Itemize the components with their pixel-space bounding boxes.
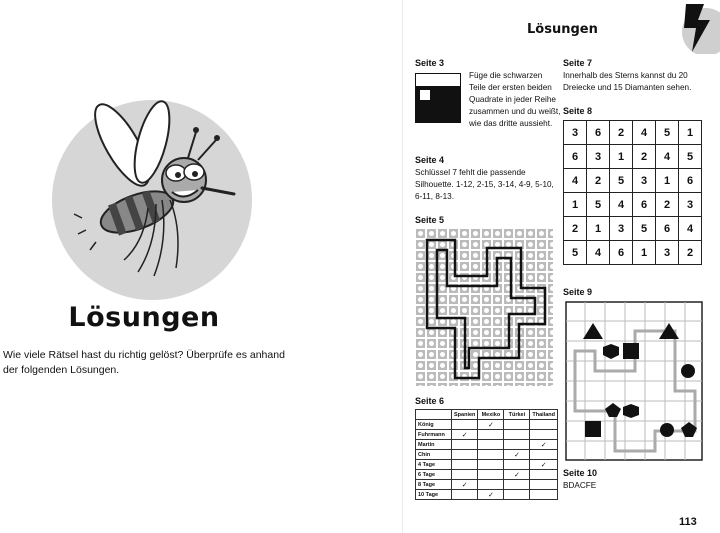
grid-cell: 1 [610,145,633,169]
row-label: König [416,420,452,430]
check-cell [504,440,530,450]
table-row [416,490,558,500]
check-cell [452,420,478,430]
table-row [416,460,558,470]
grid-cell: 5 [633,217,656,241]
grid-cell: 2 [679,241,702,265]
grid-cell: 1 [656,169,679,193]
check-cell [452,460,478,470]
seite10-title: Seite 10 [563,468,598,478]
table-row [416,430,558,440]
maze-grid-icon [415,228,555,388]
intro-text: Wie viele Rätsel hast du richtig gelöst? Überprüfe es anhand der folgenden Lösungen. [3,349,285,376]
grid-cell: 3 [564,121,587,145]
grid-cell: 5 [564,241,587,265]
grid-cell: 1 [679,121,702,145]
row-label: Chin [416,450,452,460]
check-cell [504,430,530,440]
check-cell [530,450,558,460]
section-heading: Lösungen [527,22,598,37]
check-cell [504,490,530,500]
seite7-text: Innerhalb des Sterns kannst du 20 Dreiecke und 15 Diamanten sehen. [563,71,692,92]
grid-cell: 3 [679,193,702,217]
grid-cell: 2 [587,169,610,193]
grid-cell: 2 [656,193,679,217]
row-label: 6 Tage [416,470,452,480]
check-cell [530,430,558,440]
seite4-title: Seite 4 [415,155,445,165]
grid-cell: 6 [610,241,633,265]
table-row [416,470,558,480]
grid-row [564,217,702,241]
grid-row [564,193,702,217]
check-cell [478,480,504,490]
grid-cell: 6 [564,145,587,169]
check-cell [452,490,478,500]
check-cell [530,490,558,500]
mosquito-icon [52,100,252,300]
column-header: Spanien [452,410,478,420]
seite6-logic-table [415,409,558,500]
check-cell [478,430,504,440]
check-cell [530,480,558,490]
table-row [416,450,558,460]
grid-cell: 4 [610,193,633,217]
grid-cell: 3 [587,145,610,169]
seite5-title: Seite 5 [415,215,445,225]
seite3-title: Seite 3 [415,58,445,68]
check-cell [530,420,558,430]
seite8-title: Seite 8 [563,106,593,116]
grid-cell: 4 [656,145,679,169]
grid-cell: 4 [587,241,610,265]
grid-cell: 1 [564,193,587,217]
grid-cell: 3 [610,217,633,241]
seite9-path-puzzle [565,301,705,468]
grid-cell: 5 [610,169,633,193]
row-label: 8 Tage [416,480,452,490]
grid-cell: 6 [656,217,679,241]
grid-row [564,241,702,265]
grid-row [564,169,702,193]
column-header: Mexiko [478,410,504,420]
page-gutter [402,0,403,533]
check-cell: ✓ [504,470,530,480]
seite3-square [415,73,461,123]
check-cell [452,440,478,450]
grid-cell: 4 [679,217,702,241]
lightning-badge [676,4,720,54]
table-row [416,420,558,430]
lightning-icon [676,4,720,54]
page-title: Lösungen [68,302,220,333]
table-header-row [416,410,558,420]
table-row [416,440,558,450]
check-cell [504,460,530,470]
check-cell: ✓ [478,490,504,500]
check-cell [530,470,558,480]
seite4-text: Schlüssel 7 fehlt die passende Silhouette. 1-12, 2-15, 3-14, 4-9, 5-10, 6-11, 8-13. [415,168,554,201]
grid-cell: 6 [679,169,702,193]
grid-cell: 2 [633,145,656,169]
grid-cell: 5 [679,145,702,169]
check-cell: ✓ [452,430,478,440]
grid-cell: 5 [656,121,679,145]
row-label: 10 Tage [416,490,452,500]
seite10-answer: BDACFE [563,481,597,490]
check-cell [452,470,478,480]
check-cell [478,460,504,470]
column-header: Thailand [530,410,558,420]
check-cell [504,480,530,490]
column-header [416,410,452,420]
table-row [416,480,558,490]
grid-cell: 4 [633,121,656,145]
grid-row [564,145,702,169]
page-number: 113 [679,516,697,528]
mosquito-illustration [52,100,252,300]
check-cell: ✓ [530,460,558,470]
grid-cell: 6 [633,193,656,217]
check-cell [478,450,504,460]
check-cell [478,470,504,480]
seite6-title: Seite 6 [415,396,445,406]
grid-cell: 6 [587,121,610,145]
grid-row [564,121,702,145]
column-header: Türkei [504,410,530,420]
check-cell: ✓ [452,480,478,490]
check-cell: ✓ [530,440,558,450]
seite9-title: Seite 9 [563,287,593,297]
grid-cell: 3 [656,241,679,265]
row-label: Fuhrmann [416,430,452,440]
grid-cell: 2 [610,121,633,145]
row-label: Martin [416,440,452,450]
row-label: 4 Tage [416,460,452,470]
seite8-sudoku-grid [563,120,702,265]
seite7-title: Seite 7 [563,58,593,68]
grid-cell: 3 [633,169,656,193]
check-cell [452,450,478,460]
shape-path-grid-icon [565,301,705,463]
grid-cell: 2 [564,217,587,241]
grid-cell: 5 [587,193,610,217]
check-cell [478,440,504,450]
seite5-maze [415,228,555,393]
check-cell: ✓ [478,420,504,430]
seite3-text: Füge die schwarzen Teile der ersten beiden Quadrate in jeder Reihe zusammen und du weißt, wie das dritte aussieht. [469,71,561,128]
check-cell [504,420,530,430]
grid-cell: 4 [564,169,587,193]
grid-cell: 1 [587,217,610,241]
grid-cell: 1 [633,241,656,265]
check-cell: ✓ [504,450,530,460]
